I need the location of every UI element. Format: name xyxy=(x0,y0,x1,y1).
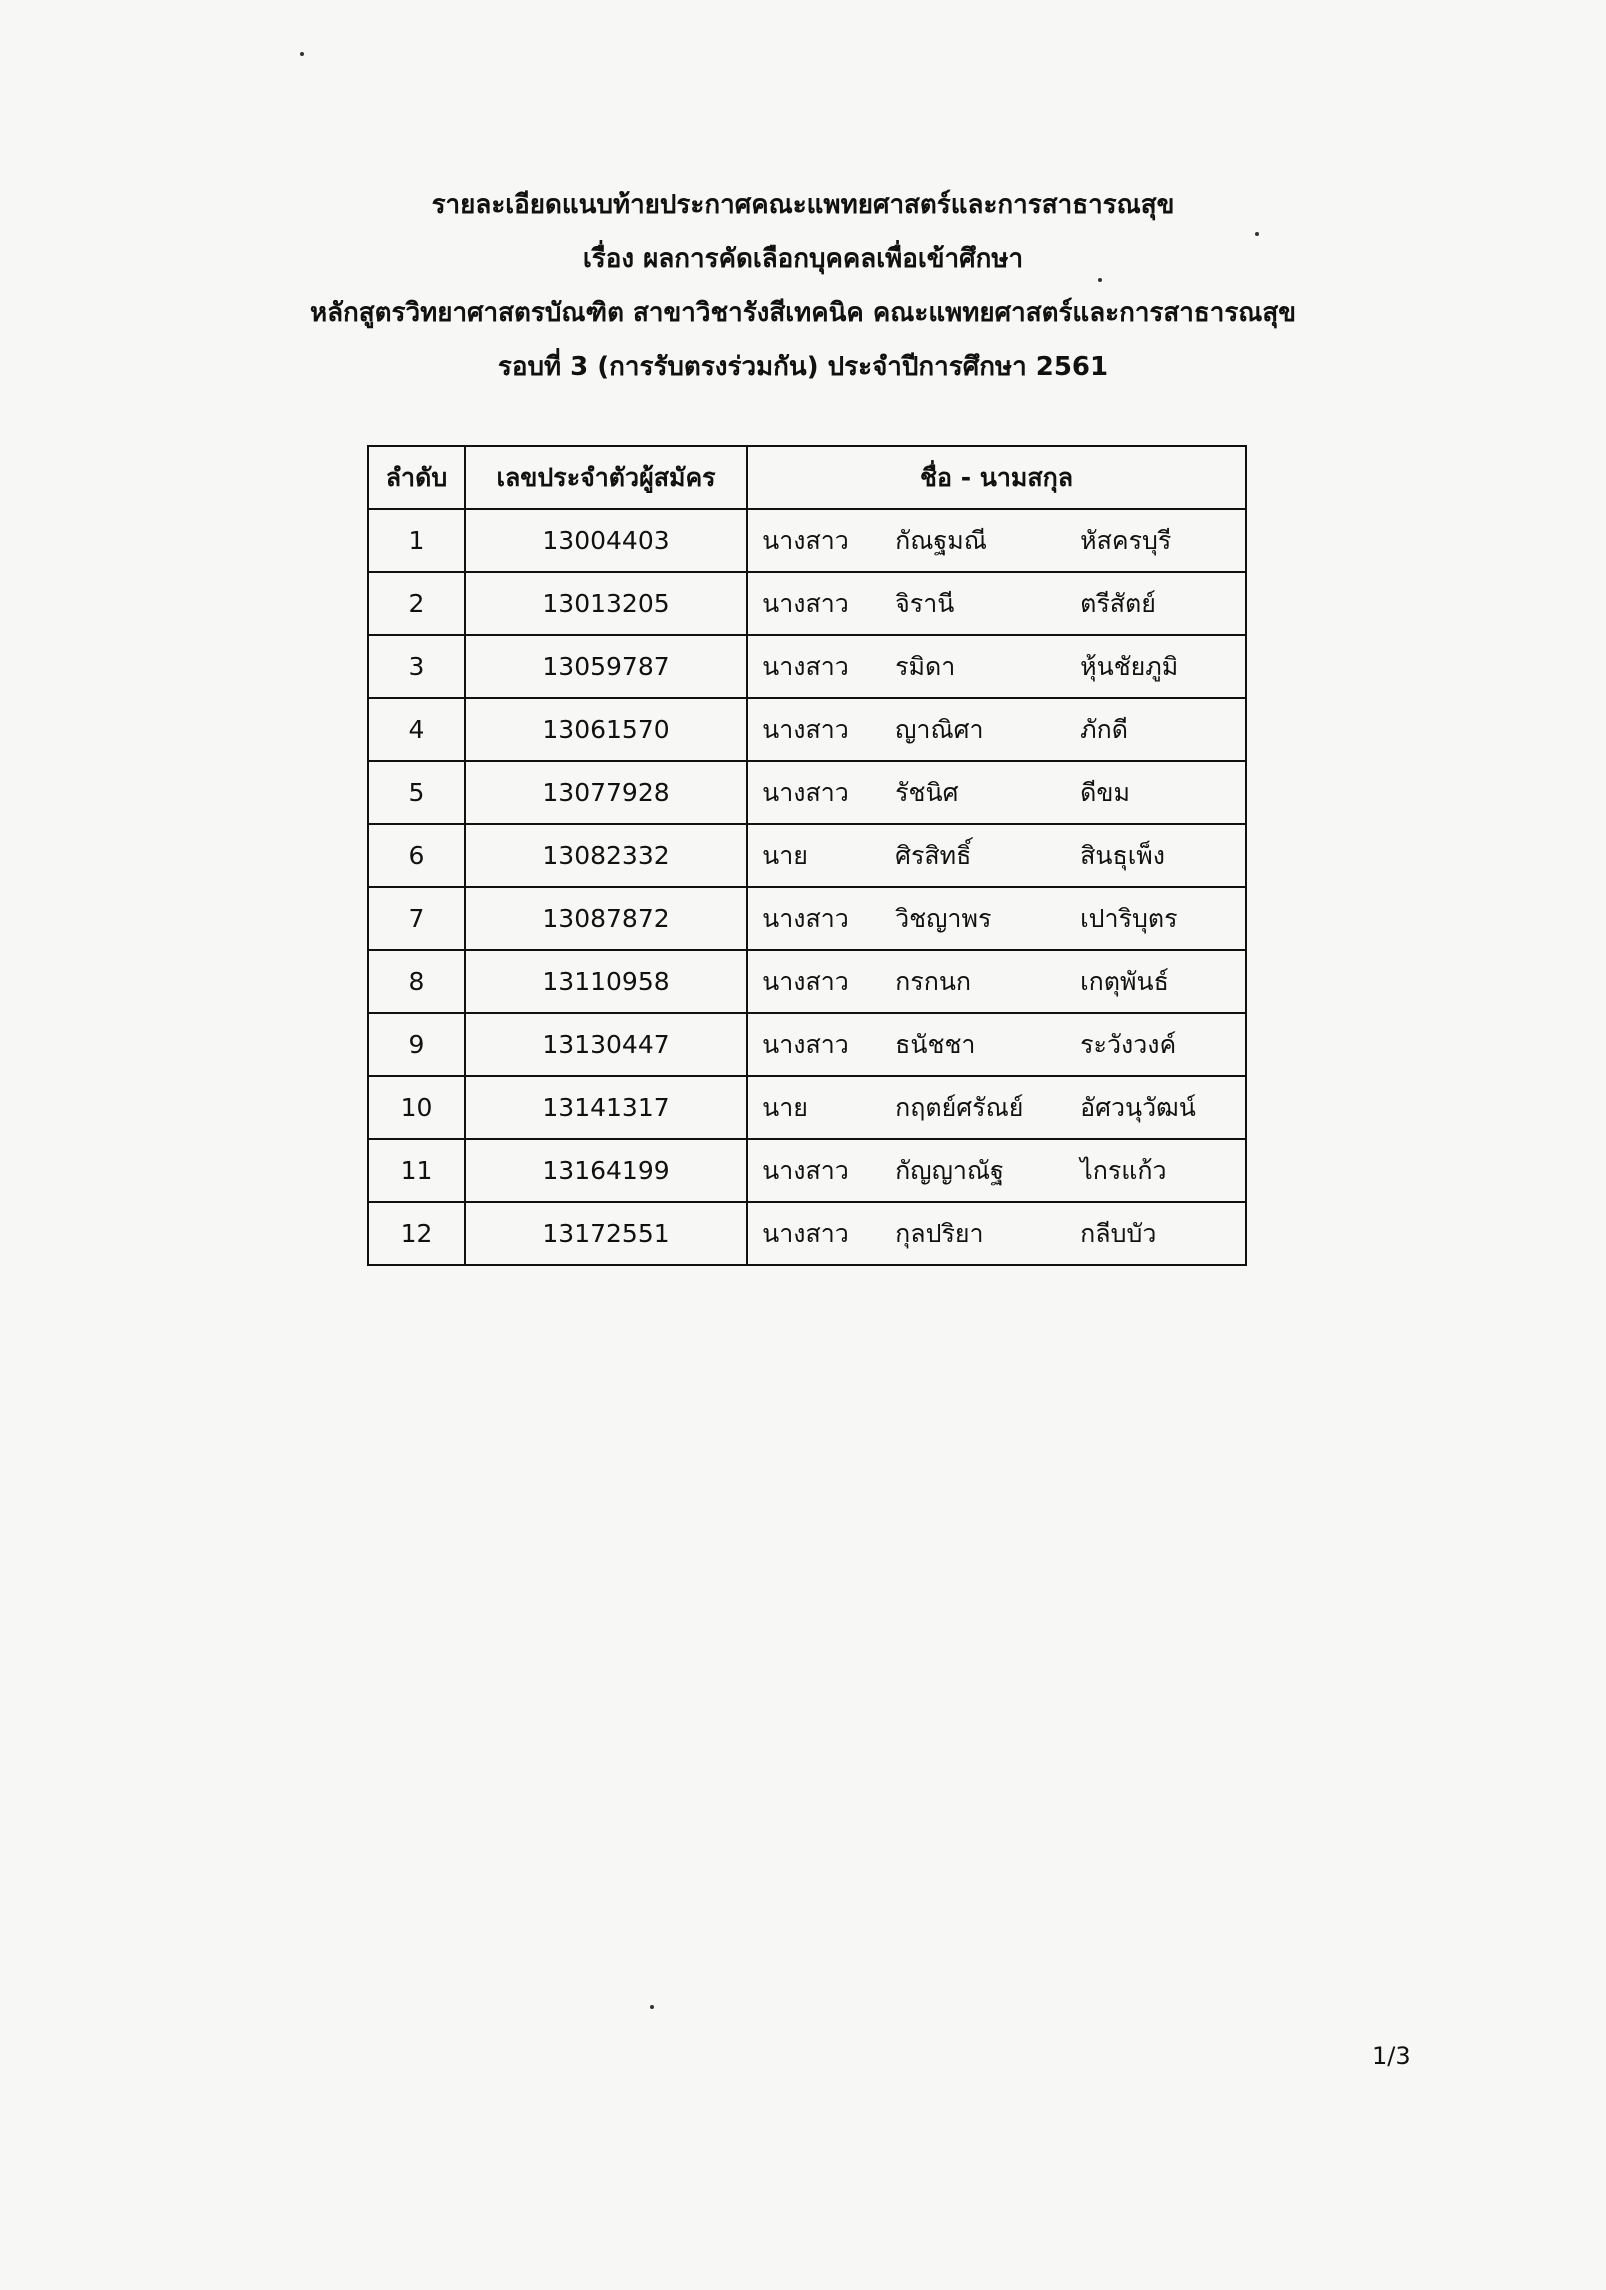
table-row xyxy=(368,572,1246,635)
first-name: ธนัชชา xyxy=(895,1029,976,1059)
header-line-2: เรื่อง ผลการคัดเลือกบุคคลเพื่อเข้าศึกษา xyxy=(582,244,1024,274)
cell-full-name xyxy=(747,1202,1246,1265)
table-row xyxy=(368,635,1246,698)
cell-order: 10 xyxy=(368,1076,465,1139)
first-name: กัญญาณัฐ xyxy=(895,1155,1004,1185)
name-title: นางสาว xyxy=(762,1218,849,1248)
page-number: 1/3 xyxy=(1372,2042,1411,2070)
table-header-row xyxy=(368,446,1246,509)
document-header xyxy=(0,178,1606,394)
name-title: นาย xyxy=(762,840,808,870)
last-name: ไกรแก้ว xyxy=(1080,1155,1167,1185)
name-title: นางสาว xyxy=(762,588,849,618)
last-name: เกตุพันธ์ xyxy=(1080,966,1169,996)
cell-full-name xyxy=(747,509,1246,572)
cell-order: 11 xyxy=(368,1139,465,1202)
cell-applicant-id: 13077928 xyxy=(465,761,747,824)
last-name: ดีขม xyxy=(1080,777,1130,807)
column-header-applicant-id: เลขประจำตัวผู้สมัคร xyxy=(465,446,747,509)
name-title: นางสาว xyxy=(762,777,849,807)
last-name: ภักดี xyxy=(1080,714,1128,744)
cell-order: 9 xyxy=(368,1013,465,1076)
last-name: ตรีสัตย์ xyxy=(1080,588,1156,618)
header-line-4: รอบที่ 3 (การรับตรงร่วมกัน) ประจำปีการศึกษา 2561 xyxy=(497,352,1109,382)
scan-speck xyxy=(300,52,304,56)
results-table xyxy=(367,445,1247,1266)
name-title: นางสาว xyxy=(762,525,849,555)
cell-full-name xyxy=(747,1139,1246,1202)
full-name-group xyxy=(748,888,1245,949)
column-header-full-name: ชื่อ - นามสกุล xyxy=(747,446,1246,509)
cell-full-name xyxy=(747,1013,1246,1076)
table-row xyxy=(368,509,1246,572)
cell-applicant-id: 13059787 xyxy=(465,635,747,698)
name-title: นาย xyxy=(762,1092,808,1122)
full-name-group xyxy=(748,573,1245,634)
cell-applicant-id: 13172551 xyxy=(465,1202,747,1265)
last-name: สินธุเพ็ง xyxy=(1080,840,1165,870)
full-name-group xyxy=(748,1014,1245,1075)
table-row xyxy=(368,1202,1246,1265)
first-name: จิรานี xyxy=(895,588,955,618)
cell-full-name xyxy=(747,950,1246,1013)
first-name: กรกนก xyxy=(895,966,972,996)
cell-applicant-id: 13061570 xyxy=(465,698,747,761)
name-title: นางสาว xyxy=(762,1029,849,1059)
cell-full-name xyxy=(747,824,1246,887)
scan-speck xyxy=(650,2005,654,2009)
first-name: วิชญาพร xyxy=(895,903,992,933)
cell-order: 7 xyxy=(368,887,465,950)
first-name: กฤตย์ศรัณย์ xyxy=(895,1092,1024,1122)
first-name: กุลปริยา xyxy=(895,1218,984,1248)
first-name: กัณฐมณี xyxy=(895,525,987,555)
full-name-group xyxy=(748,825,1245,886)
full-name-group xyxy=(748,1203,1245,1264)
last-name: กลีบบัว xyxy=(1080,1218,1157,1248)
table-row xyxy=(368,887,1246,950)
header-line-3: หลักสูตรวิทยาศาสตรบัณฑิต สาขาวิชารังสีเทคนิค คณะแพทยศาสตร์และการสาธารณสุข xyxy=(309,298,1297,328)
cell-applicant-id: 13087872 xyxy=(465,887,747,950)
full-name-group xyxy=(748,1077,1245,1138)
last-name: หุ้นชัยภูมิ xyxy=(1080,651,1179,681)
table-row xyxy=(368,1013,1246,1076)
name-title: นางสาว xyxy=(762,651,849,681)
last-name: เปาริบุตร xyxy=(1080,903,1178,933)
table-row xyxy=(368,698,1246,761)
scan-speck xyxy=(1098,278,1102,282)
full-name-group xyxy=(748,951,1245,1012)
name-title: นางสาว xyxy=(762,903,849,933)
cell-order: 2 xyxy=(368,572,465,635)
cell-applicant-id: 13141317 xyxy=(465,1076,747,1139)
first-name: รัชนิศ xyxy=(895,777,959,807)
full-name-group xyxy=(748,510,1245,571)
last-name: อัศวนุวัฒน์ xyxy=(1080,1092,1196,1122)
scan-speck xyxy=(1255,232,1259,236)
name-title: นางสาว xyxy=(762,714,849,744)
name-title: นางสาว xyxy=(762,966,849,996)
table-row xyxy=(368,824,1246,887)
last-name: หัสครบุรี xyxy=(1080,525,1172,555)
cell-full-name xyxy=(747,1076,1246,1139)
cell-full-name xyxy=(747,572,1246,635)
first-name: รมิดา xyxy=(895,651,956,681)
cell-full-name xyxy=(747,887,1246,950)
table-row xyxy=(368,1076,1246,1139)
cell-applicant-id: 13130447 xyxy=(465,1013,747,1076)
cell-full-name xyxy=(747,761,1246,824)
table-body xyxy=(368,509,1246,1265)
first-name: ญาณิศา xyxy=(895,714,984,744)
cell-applicant-id: 13164199 xyxy=(465,1139,747,1202)
cell-order: 1 xyxy=(368,509,465,572)
first-name: ศิรสิทธิ์ xyxy=(895,840,972,870)
name-title: นางสาว xyxy=(762,1155,849,1185)
full-name-group xyxy=(748,1140,1245,1201)
cell-order: 8 xyxy=(368,950,465,1013)
table-row xyxy=(368,950,1246,1013)
cell-order: 5 xyxy=(368,761,465,824)
full-name-group xyxy=(748,636,1245,697)
cell-applicant-id: 13004403 xyxy=(465,509,747,572)
cell-applicant-id: 13110958 xyxy=(465,950,747,1013)
cell-order: 3 xyxy=(368,635,465,698)
cell-order: 6 xyxy=(368,824,465,887)
cell-full-name xyxy=(747,698,1246,761)
table-row xyxy=(368,761,1246,824)
column-header-order: ลำดับ xyxy=(368,446,465,509)
cell-order: 12 xyxy=(368,1202,465,1265)
full-name-group xyxy=(748,762,1245,823)
cell-order: 4 xyxy=(368,698,465,761)
cell-applicant-id: 13082332 xyxy=(465,824,747,887)
full-name-group xyxy=(748,699,1245,760)
cell-applicant-id: 13013205 xyxy=(465,572,747,635)
last-name: ระวังวงค์ xyxy=(1080,1029,1177,1059)
header-line-1: รายละเอียดแนบท้ายประกาศคณะแพทยศาสตร์และการสาธารณสุข xyxy=(431,190,1175,220)
cell-full-name xyxy=(747,635,1246,698)
table-row xyxy=(368,1139,1246,1202)
